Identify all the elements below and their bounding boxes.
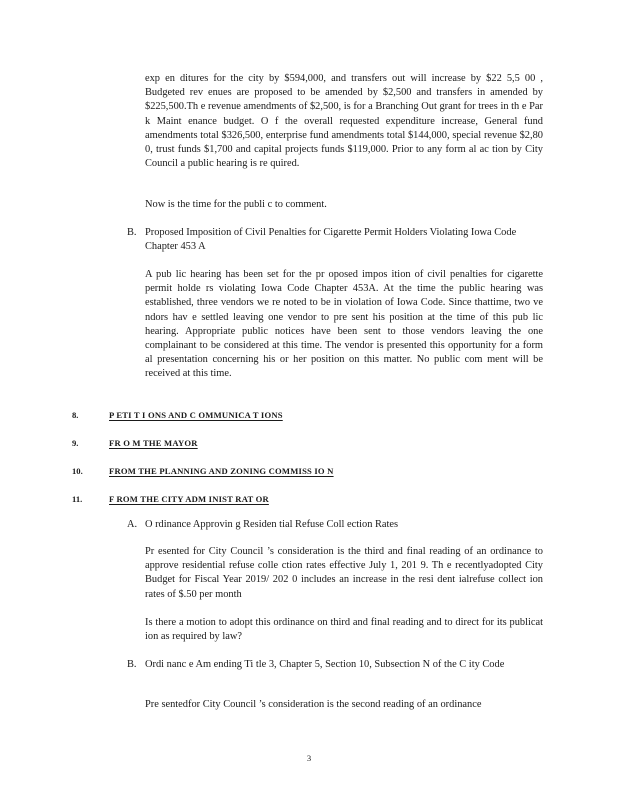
item-11a-title: O rdinance Approvin g Residen tial Refuse Coll ection Rates	[145, 519, 399, 530]
section-8-heading: P ETI T I ONS AND C OMMUNICA T IONS	[109, 410, 283, 420]
section-10-number: 10.	[72, 466, 83, 476]
item-b-body: A pub lic hearing has been set for the pr oposed impos ition of civil penalties for cigarette permit holde rs violating Iowa Code Chapter 453A. At the time the public hearing was established, three vendors we re noted to be in violation of Iowa Code. Since thattime, two ve ndors hav e settled leaving one vendor to pre sent his position at the time of this pub lic hearing. Appropriate public notices have been sent to those vendors leaving the one complainant to be considered at this time. The vendor is presented this opportunity for a form al presentation concerning his or her position on this matter. No public com ment will be received at this time.	[145, 269, 543, 380]
item-11b-body: Pre sentedfor City Council ’s consideration is the second reading of an ordinance	[145, 699, 482, 710]
item-11b-title: Ordi nanc e Am ending Ti tle 3, Chapter 5, Section 10, Subsection N of the C ity Code	[145, 659, 505, 670]
section-10-heading: FROM THE PLANNING AND ZONING COMMISS IO N	[109, 466, 334, 476]
item-11a-body: Pr esented for City Council ’s consideration is the third and final reading of an ordinance to approve residential refuse colle ction rates effective July 1, 201 9. Th e recentlyadopted City Budget for Fiscal Year 2019/ 202 0 includes an increase in the resi dent ialrefuse collect ion rates of $.50 per month	[145, 546, 543, 600]
section-9-number: 9.	[72, 438, 79, 448]
section-8-number: 8.	[72, 410, 79, 420]
section-9-heading: FR O M THE MAYOR	[109, 438, 198, 448]
item-b-letter: B.	[127, 227, 137, 238]
item-b-title: Proposed Imposition of Civil Penalties for Cigarette Permit Holders Violating Iowa Code Chapter 453 A	[145, 227, 517, 253]
item-11a-letter: A.	[127, 519, 138, 530]
budget-amendment-paragraph: exp en ditures for the city by $594,000, and transfers out will increase by $22 5,5 00 , Budgeted rev enues are proposed to be amended by $2,500 and transfers in amended by $225,500.Th e revenue amendments of $2,500, is for a Branching Out grant for trees in th e Par k Maint enance budget. O f the overall requested expenditure increase, General fund amendments total $326,500, enterprise fund amendments total $144,000, special revenue $2,80 0, trust funds $1,700 and capital projects funds $119,000. Prior to any form al ac tion by City Council a public hearing is re quired.	[145, 73, 543, 170]
section-11-number: 11.	[72, 494, 83, 504]
item-11b-letter: B.	[127, 659, 137, 670]
page-number: 3	[306, 753, 312, 763]
public-comment-line: Now is the time for the publi c to comment.	[145, 199, 327, 210]
item-11a-motion-question: Is there a motion to adopt this ordinance on third and final reading and to direct for its publicat ion as required by law?	[145, 617, 543, 643]
section-11-heading: F ROM THE CITY ADM INIST RAT OR	[109, 494, 269, 504]
